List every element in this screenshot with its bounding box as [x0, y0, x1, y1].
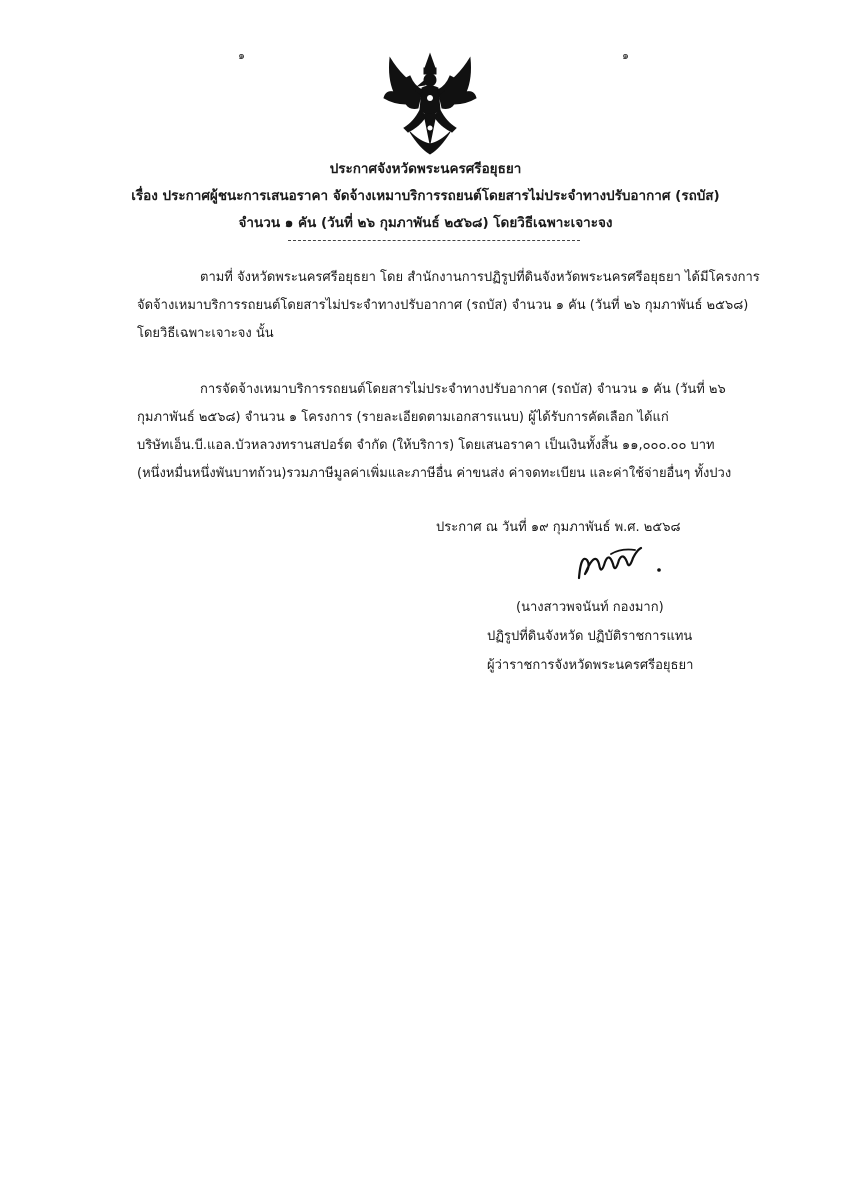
announce-date: ประกาศ ณ วันที่ ๑๙ กุมภาพันธ์ พ.ศ. ๒๕๖๘ — [436, 520, 681, 535]
paragraph1-line3: โดยวิธีเฉพาะเจาะจง นั้น — [137, 326, 274, 341]
paragraph2-line2: กุมภาพันธ์ ๒๕๖๘) จำนวน ๑ โครงการ (รายละเอียดตามเอกสารแนบ) ผู้ได้รับการคัดเลือก ได้แก่ — [137, 410, 669, 425]
signatory-position-2: ผู้ว่าราชการจังหวัดพระนครศรีอยุธยา — [487, 658, 694, 673]
garuda-emblem — [380, 48, 480, 160]
signatory-name: (นางสาวพจนันท์ กองมาก) — [516, 600, 664, 615]
signatory-position-1: ปฏิรูปที่ดินจังหวัด ปฏิบัติราชการแทน — [487, 629, 693, 644]
handwritten-signature — [575, 540, 665, 590]
paragraph2-line3: บริษัทเอ็น.บี.แอล.บัวหลวงทรานสปอร์ต จำกัด (ให้บริการ) โดยเสนอราคา เป็นเงินทั้งสิ้น ๑๑,๐๐๐.๐๐ บาท — [137, 438, 715, 453]
page-mark-left: ๑ — [238, 49, 245, 62]
document-subject-line2: จำนวน ๑ คัน (วันที่ ๒๖ กุมภาพันธ์ ๒๕๖๘) โดยวิธีเฉพาะเจาะจง — [238, 215, 613, 231]
paragraph1-line2: จัดจ้างเหมาบริการรถยนต์โดยสารไม่ประจำทางปรับอากาศ (รถบัส) จำนวน ๑ คัน (วันที่ ๒๖ กุมภาพันธ์ ๒๕๖๘) — [137, 298, 749, 313]
paragraph2-line1: การจัดจ้างเหมาบริการรถยนต์โดยสารไม่ประจำทางปรับอากาศ (รถบัส) จำนวน ๑ คัน (วันที่ ๒๖ — [200, 382, 726, 397]
document-title: ประกาศจังหวัดพระนครศรีอยุธยา — [329, 161, 522, 177]
page-mark-right: ๑ — [622, 49, 629, 62]
header-separator — [288, 240, 580, 241]
paragraph2-line4: (หนึ่งหมื่นหนึ่งพันบาทถ้วน)รวมภาษีมูลค่าเพิ่มและภาษีอื่น ค่าขนส่ง ค่าจดทะเบียน และค่าใช้จ่ายอื่นๆ ทั้งปวง — [137, 466, 732, 481]
paragraph1-line1: ตามที่ จังหวัดพระนครศรีอยุธยา โดย สำนักงานการปฏิรูปที่ดินจังหวัดพระนครศรีอยุธยา ได้มีโครงการ — [200, 270, 760, 285]
document-subject: เรื่อง ประกาศผู้ชนะการเสนอราคา จัดจ้างเหมาบริการรถยนต์โดยสารไม่ประจำทางปรับอากาศ (รถบัส) — [131, 188, 720, 204]
